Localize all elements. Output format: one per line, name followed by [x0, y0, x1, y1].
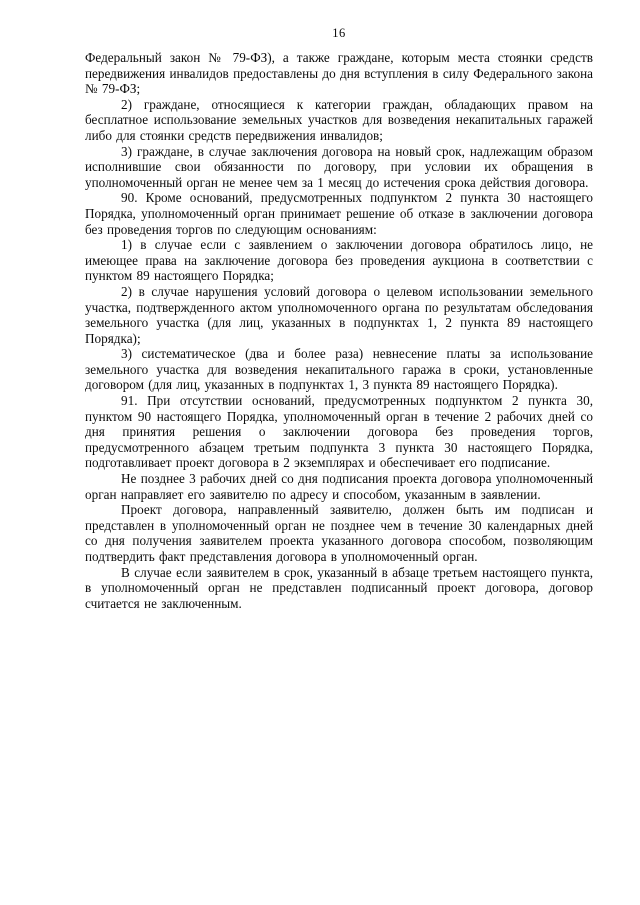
- paragraph: В случае если заявителем в срок, указанный в абзаце третьем настоящего пункта, в уполномоченный орган не представлен подписанный проект договора, договор считается не заключенным.: [85, 564, 593, 611]
- paragraph: Федеральный закон № 79-ФЗ), а также граждане, которым места стоянки средств передвижения инвалидов предоставлены до дня вступления в силу Федерального закона № 79-ФЗ;: [85, 50, 593, 97]
- paragraph: 90. Кроме оснований, предусмотренных подпунктом 2 пункта 30 настоящего Порядка, уполномоченный орган принимает решение об отказе в заключении договора без проведения торгов по следующим основаниям:: [85, 190, 593, 237]
- document-body: [85, 50, 593, 611]
- paragraph: Проект договора, направленный заявителю, должен быть им подписан и представлен в уполномоченный орган не позднее чем в течение 30 календарных дней со дня получения заявителем проекта указанного договора способом, позволяющим подтвердить факт представления договора в уполномоченный орган.: [85, 502, 593, 564]
- paragraph: 1) в случае если с заявлением о заключении договора обратилось лицо, не имеющее права на заключение договора без проведения аукциона в соответствии с пунктом 89 настоящего Порядка;: [85, 237, 593, 284]
- paragraph: 3) граждане, в случае заключения договора на новый срок, надлежащим образом исполнившие свои обязанности по договору, при условии их обращения в уполномоченный орган не менее чем за 1 месяц до истечения срока действия договора.: [85, 143, 593, 190]
- paragraph: 91. При отсутствии оснований, предусмотренных подпунктом 2 пункта 30, пунктом 90 настоящего Порядка, уполномоченный орган в течение 2 рабочих дней со дня принятия решения о заключении договора без проведения торгов, предусмотренного абзацем третьим подпункта 3 пункта 30 настоящего Порядка, подготавливает проект договора в 2 экземплярах и обеспечивает его подписание.: [85, 393, 593, 471]
- paragraph: 2) в случае нарушения условий договора о целевом использовании земельного участка, подтвержденного актом уполномоченного органа по результатам обследования земельного участка (для лиц, указанных в подпунктах 1, 2 пункта 89 настоящего Порядка);: [85, 283, 593, 346]
- paragraph: 2) граждане, относящиеся к категории граждан, обладающих правом на бесплатное использование земельных участков для возведения некапитальных гаражей либо для стоянки средств передвижения инвалидов;: [85, 96, 593, 143]
- page-number: 16: [332, 26, 346, 40]
- paragraph: Не позднее 3 рабочих дней со дня подписания проекта договора уполномоченный орган направляет его заявителю по адресу и способом, указанным в заявлении.: [85, 471, 593, 502]
- paragraph: 3) систематическое (два и более раза) невнесение платы за использование земельного участка для возведения некапитального гаража в сроки, установленные договором (для лиц, указанных в подпунктах 1, 3 пункта 89 настоящего Порядка).: [85, 346, 593, 393]
